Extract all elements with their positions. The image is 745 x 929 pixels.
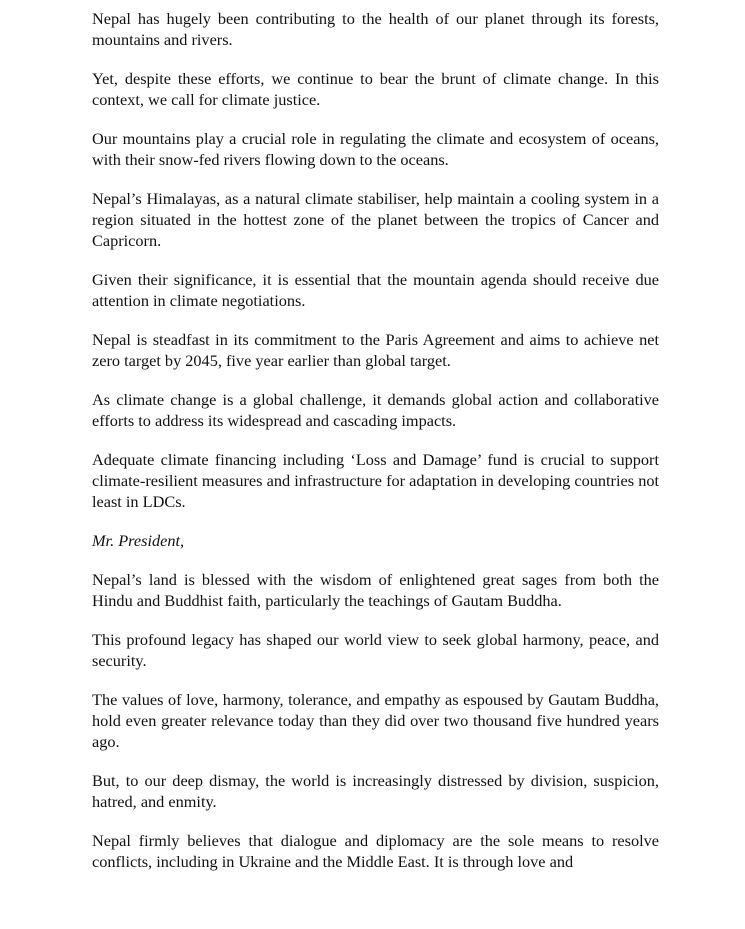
paragraph-10: This profound legacy has shaped our world view to seek global harmony, peace, and security. (92, 630, 659, 670)
paragraph-12: But, to our deep dismay, the world is increasingly distressed by division, suspicion, hatred, and enmity. (92, 771, 659, 811)
paragraph-13: Nepal firmly believes that dialogue and diplomacy are the sole means to resolve conflicts, including in Ukraine and the Middle East. It is through love and (92, 831, 659, 871)
paragraph-4: Nepal’s Himalayas, as a natural climate stabiliser, help maintain a cooling system in a region situated in the hottest zone of the planet between the tropics of Cancer and Capricorn. (92, 189, 659, 250)
paragraph-3: Our mountains play a crucial role in regulating the climate and ecosystem of oceans, with their snow-fed rivers flowing down to the oceans. (92, 129, 659, 169)
paragraph-6: Nepal is steadfast in its commitment to the Paris Agreement and aims to achieve net zero target by 2045, five year earlier than global target. (92, 330, 659, 370)
paragraph-2: Yet, despite these efforts, we continue to bear the brunt of climate change. In this context, we call for climate justice. (92, 69, 659, 109)
salutation: Mr. President, (92, 531, 185, 550)
paragraph-1: Nepal has hugely been contributing to the health of our planet through its forests, mountains and rivers. (92, 9, 659, 49)
paragraph-11: The values of love, harmony, tolerance, and empathy as espoused by Gautam Buddha, hold even greater relevance today than they did over two thousand five hundred years ago. (92, 690, 659, 751)
paragraph-7: As climate change is a global challenge, it demands global action and collaborative efforts to address its widespread and cascading impacts. (92, 390, 659, 430)
paragraph-9: Nepal’s land is blessed with the wisdom of enlightened great sages from both the Hindu and Buddhist faith, particularly the teachings of Gautam Buddha. (92, 570, 659, 610)
document-body (92, 8, 659, 890)
paragraph-8: Adequate climate financing including ‘Loss and Damage’ fund is crucial to support climate-resilient measures and infrastructure for adaptation in developing countries not least in LDCs. (92, 450, 659, 511)
paragraph-5: Given their significance, it is essential that the mountain agenda should receive due attention in climate negotiations. (92, 270, 659, 310)
